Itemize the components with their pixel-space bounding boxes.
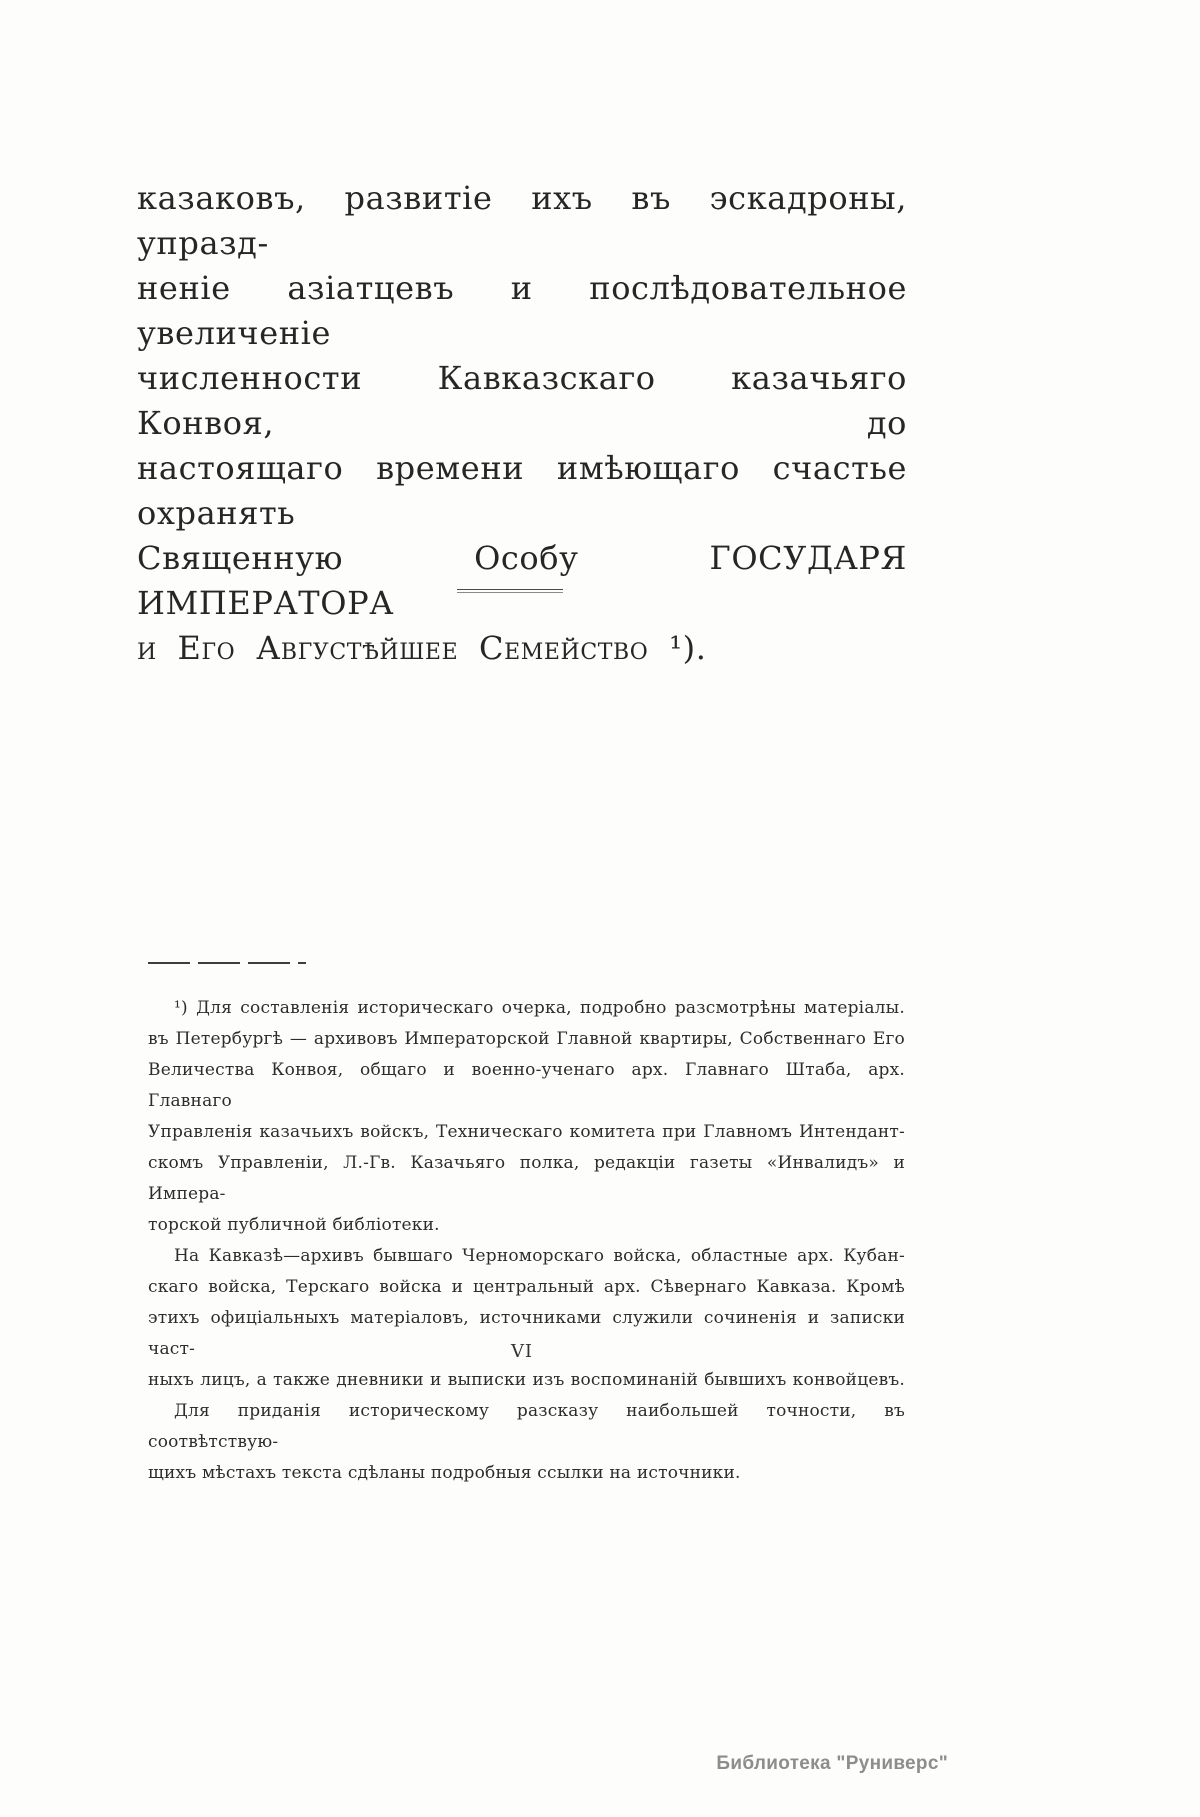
footnote-line: торской публичной библіотеки. [148,1215,440,1235]
main-text-line: настоящаго времени имѣющаго счастье охранять [137,449,907,532]
main-text-line: неніе азіатцевъ и послѣдовательное увеличеніе [137,269,907,352]
main-text-line: и Его Августѣйшее Семейство ¹). [137,629,707,667]
footnote-separator [148,962,306,964]
footnote-block [148,993,905,1489]
footnote-line: скомъ Управленіи, Л.-Гв. Казачьяго полка, редакціи газеты «Инвалидъ» и Импера- [148,1153,905,1204]
footnote-line: ¹) Для составленія историческаго очерка, подробно разсмотрѣны матеріалы. [174,998,905,1018]
footnote-line: скаго войска, Терскаго войска и центральный арх. Сѣвернаго Кавказа. Кромѣ [148,1277,905,1297]
main-text-line: численности Кавказскаго казачьяго Конвоя, до [137,359,907,442]
footnote-line: щихъ мѣстахъ текста сдѣланы подробныя ссылки на источники. [148,1463,741,1483]
footnote-line: Управленія казачьихъ войскъ, Техническаго комитета при Главномъ Интендант- [148,1122,905,1142]
footnote-line: Величества Конвоя, общаго и военно-ученаго арх. Главнаго Штаба, арх. Главнаго [148,1060,905,1111]
footnote-line: въ Петербургѣ — архивовъ Императорской Главной квартиры, Собственнаго Его [148,1029,905,1049]
library-watermark: Библиотека "Руниверс" [716,1753,948,1774]
footnote-line: этихъ офиціальныхъ матеріаловъ, источниками служили сочиненія и записки част- [148,1308,905,1359]
main-text-block [137,176,907,671]
section-divider [457,589,563,593]
footnote-line: На Кавказѣ—архивъ бывшаго Черноморскаго войска, областные арх. Кубан- [174,1246,905,1266]
main-text-line: Священную Особу ГОСУДАРЯ ИМПЕРАТОРА [137,539,907,622]
main-text-line: казаковъ, развитіе ихъ въ эскадроны, упразд- [137,179,907,262]
footnote-line: ныхъ лицъ, а также дневники и выписки изъ воспоминаній бывшихъ конвойцевъ. [148,1370,905,1390]
footnote-line: Для приданія историческому разсказу наибольшей точности, въ соотвѣтствую- [148,1401,905,1452]
page-number: VI [510,1341,534,1362]
